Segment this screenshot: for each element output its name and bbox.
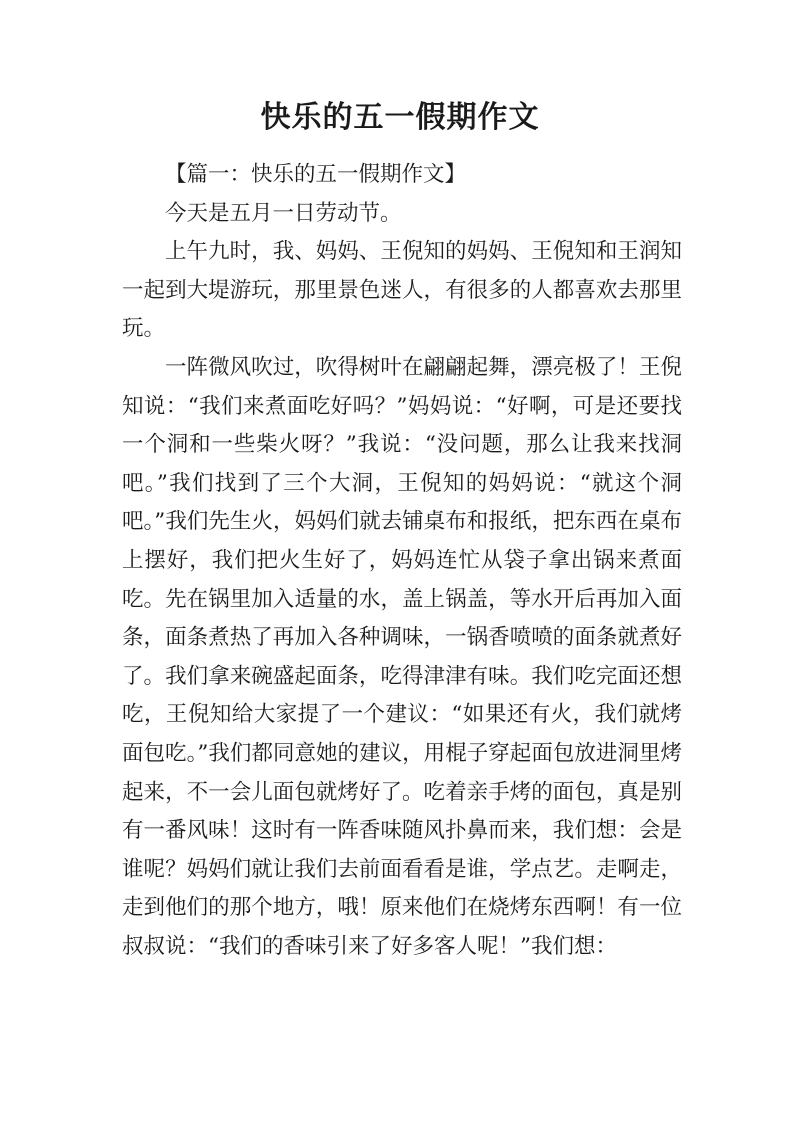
paragraph: 一阵微风吹过，吹得树叶在翩翩起舞，漂亮极了！王倪知说：“我们来煮面吃好吗？”妈妈说：“好啊，可是还要找一个洞和一些柴火呀？”我说：“没问题，那么让我来找洞吧。”我们找到了三个大洞，王倪知的妈妈说：“就这个洞吧。”我们先生火，妈妈们就去铺桌布和报纸，把东西在桌布上摆好，我们把火生好了，妈妈连忙从袋子拿出锅来煮面吃。先在锅里加入适量的水，盖上锅盖，等水开后再加入面条，面条煮热了再加入各种调味，一锅香喷喷的面条就煮好了。我们拿来碗盛起面条，吃得津津有味。我们吃完面还想吃，王倪知给大家提了一个建议：“如果还有火，我们就烤面包吃。”我们都同意她的建议，用棍子穿起面包放进洞里烤起来，不一会儿面包就烤好了。吃着亲手烤的面包，真是别有一番风味！这时有一阵香味随风扑鼻而来，我们想：会是谁呢？妈妈们就让我们去前面看看是谁，学点艺。走啊走，走到他们的那个地方，哦！原来他们在烧烤东西啊！有一位叔叔说：“我们的香味引来了好多客人呢！”我们想： (122, 354, 682, 959)
paragraph: 今天是五月一日劳动节。 (165, 200, 402, 226)
document-body (122, 156, 682, 966)
document-title: 快乐的五一假期作文 (260, 100, 540, 135)
paragraph: 上午九时，我、妈妈、王倪知的妈妈、王倪知和王润知一起到大堤游玩，那里景色迷人，有很多的人都喜欢去那里玩。 (122, 239, 682, 342)
section-heading: 【篇一：快乐的五一假期作文】 (165, 162, 467, 187)
